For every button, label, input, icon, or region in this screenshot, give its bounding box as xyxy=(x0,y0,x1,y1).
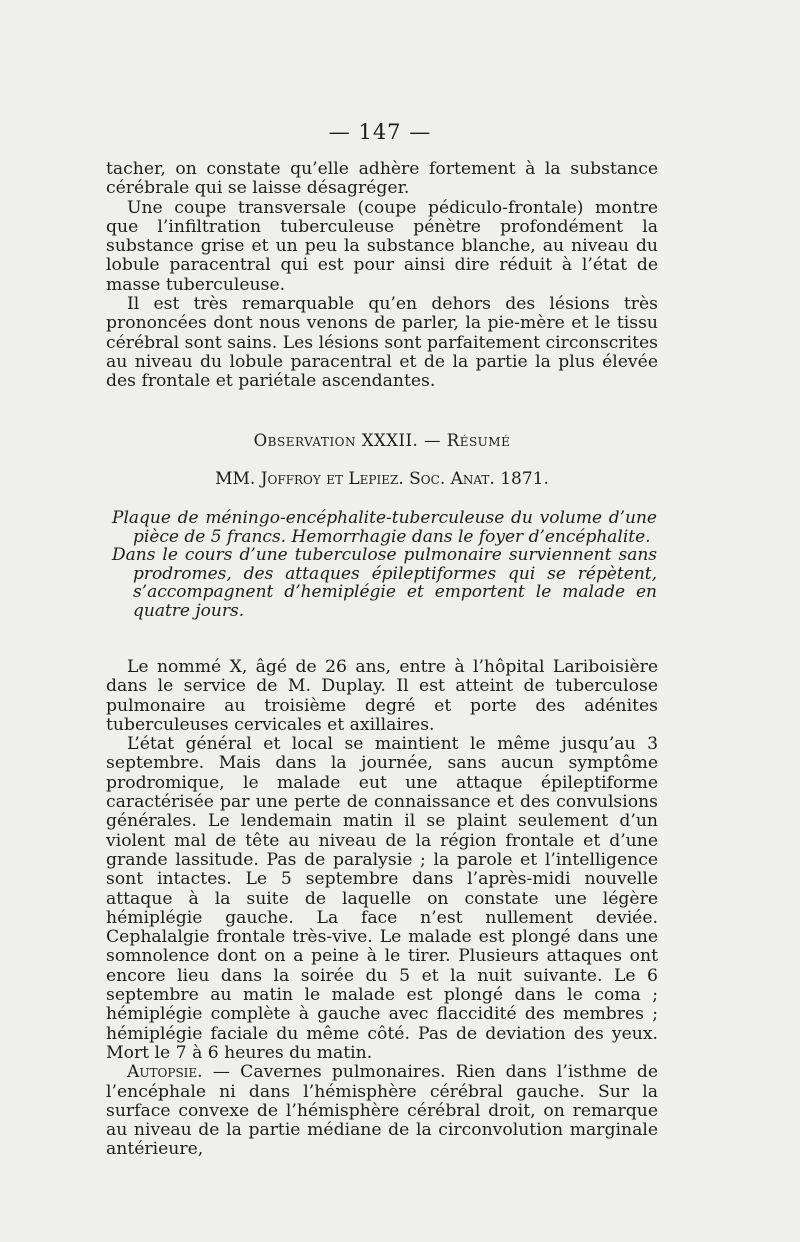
summary-paragraph: Dans le cours d’une tuberculose pulmonaire surviennent sans prodromes, des attaques épileptiformes qui se répètent, s’accompagnent d’hemiplégie et emportent le malade en quatre jours. xyxy=(112,545,657,621)
summary-paragraph: Plaque de méningo-encéphalite-tuberculeuse du volume d’une pièce de 5 francs. Hemorrhagie dans le foyer d’encéphalite. xyxy=(112,508,657,547)
paragraph: tacher, on constate qu’elle adhère fortement à la substance cérébrale qui se laisse désagréger. xyxy=(106,159,658,199)
autopsy-text: — Cavernes pulmonaires. Rien dans l’isthme de l’encéphale ni dans l’hémisphère cérébral gauche. Sur la surface convexe de l’hémisphère cérébral droit, on remarque au niveau de la partie médiane de la circonvolution marginale antérieure, xyxy=(106,1062,658,1160)
summary-block xyxy=(112,509,657,621)
paragraph: Il est très remarquable qu’en dehors des lésions très prononcées dont nous venons de parler, la pie-mère et le tissu cérébral sont sains. Les lésions sont parfaitement circonscrites au niveau du lobule paracentral et de la partie la plus élevée des frontale et pariétale ascendantes. xyxy=(106,294,658,392)
observation-authors: MM. Joffroy et Lepiez. Soc. Anat. 1871. xyxy=(215,469,549,489)
bottom-text-block xyxy=(106,658,658,1160)
autopsy-label: Autopsie. xyxy=(127,1062,203,1083)
paragraph: Le nommé X, âgé de 26 ans, entre à l’hôpital Lariboisière dans le service de M. Duplay. Il est atteint de tuberculose pulmonaire au troisième degré et porte des adénites tuberculeuses cervicales et axillaires. xyxy=(106,657,658,735)
top-text-block xyxy=(106,160,658,392)
paragraph: Une coupe transversale (coupe pédiculo-frontale) montre que l’infiltration tuberculeuse pénètre profondément la substance grise et un peu la substance blanche, au niveau du lobule paracentral qui est pour ainsi dire réduit à l’état de masse tuberculeuse. xyxy=(106,197,658,295)
autopsy-paragraph xyxy=(106,1063,658,1159)
page-number: — 147 — xyxy=(328,120,432,144)
observation-title: Observation XXXII. — Résumé xyxy=(253,431,511,450)
paragraph: L’état général et local se maintient le même jusqu’au 3 septembre. Mais dans la journée, sans aucun symptôme prodromique, le malade eut une attaque épileptiforme caractérisée par une perte de connaissance et des convulsions générales. Le lendemain matin il se plaint seulement d’un violent mal de tête au niveau de la région frontale et d’une grande lassitude. Pas de paralysie ; la parole et l’intelligence sont intactes. Le 5 septembre dans l’après-midi nouvelle attaque à la suite de laquelle on constate une légère hémiplégie gauche. La face n’est nullement deviée. Cephalalgie frontale très-vive. Le malade est plongé dans une somnolence dont on a peine à le tirer. Plusieurs attaques ont encore lieu dans la soirée du 5 et la nuit suivante. Le 6 septembre au matin le malade est plongé dans le coma ; hémiplégie complète à gauche avec flaccidité des membres ; hémiplégie faciale du même côté. Pas de deviation des yeux. Mort le 7 à 6 heures du matin. xyxy=(106,734,658,1063)
